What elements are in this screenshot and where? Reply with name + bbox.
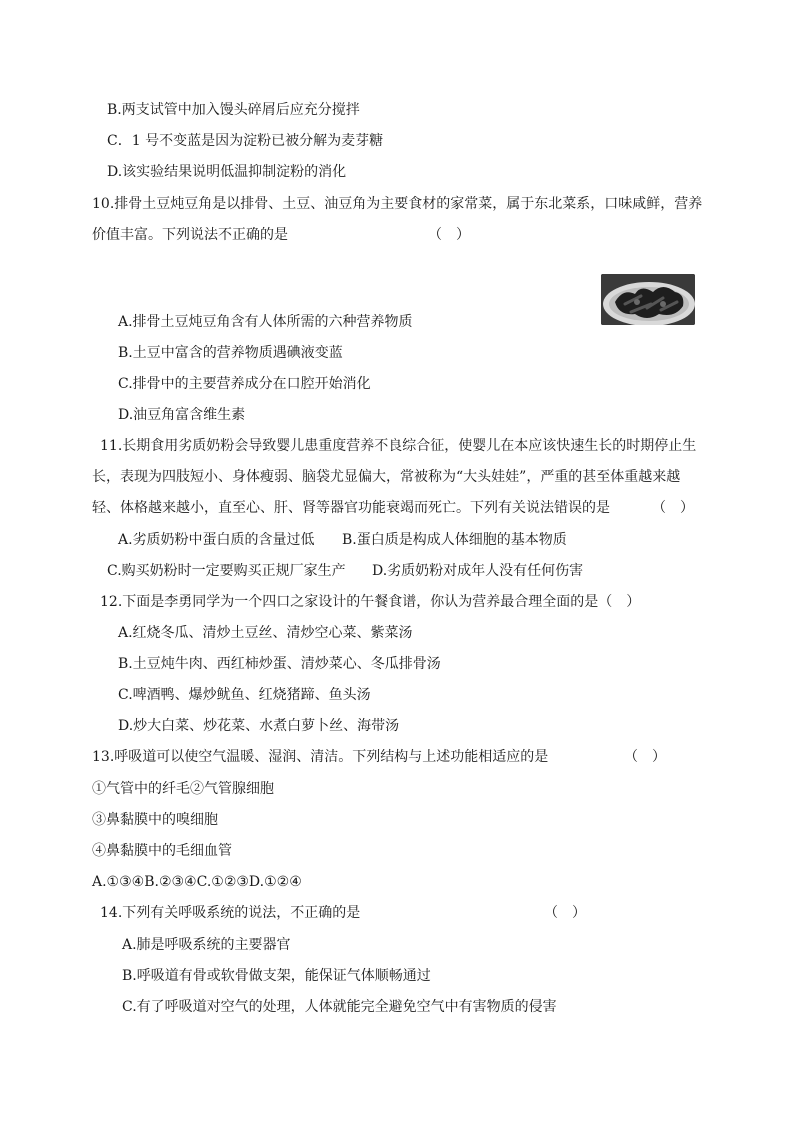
q12-option-c: C.啤酒鸭、爆炒鱿鱼、红烧猪蹄、鱼头汤 — [118, 687, 371, 703]
q11-stem-line1: 11.长期食用劣质奶粉会导致婴儿患重度营养不良综合征，使婴儿在本应该快速生长的时期停止生 — [100, 438, 697, 454]
q11-stem-line2: 长，表现为四肢短小、身体瘦弱、脑袋尤显偏大，常被称为“大头娃娃”，严重的甚至体重越来越 — [92, 469, 681, 485]
q11-option-c: C.购买奶粉时一定要购买正规厂家生产 — [107, 563, 346, 579]
q13-stem: 13.呼吸道可以使空气温暖、湿润、清洁。下列结构与上述功能相适应的是 — [92, 749, 549, 765]
q12-option-b: B.土豆炖牛肉、西红柿炒蛋、清炒菜心、冬瓜排骨汤 — [118, 656, 441, 672]
q10-answer-paren: （ ） — [428, 227, 470, 243]
q10-stem-line2: 价值丰富。下列说法不正确的是 — [92, 227, 288, 243]
q11-option-d: D.劣质奶粉对成年人没有任何伤害 — [372, 563, 584, 579]
q9-option-b: B.两支试管中加入馒头碎屑后应充分搅拌 — [107, 102, 360, 118]
q14-stem: 14.下列有关呼吸系统的说法，不正确的是 — [100, 905, 361, 921]
q12-option-a: A.红烧冬瓜、清炒土豆丝、清炒空心菜、紫菜汤 — [118, 625, 413, 641]
q9-option-d: D.该实验结果说明低温抑制淀粉的消化 — [107, 164, 347, 180]
q10-option-b: B.土豆中富含的营养物质遇碘液变蓝 — [118, 345, 343, 361]
q13-answer-paren: （ ） — [624, 749, 666, 765]
q13-item-4: ④鼻黏膜中的毛细血管 — [92, 843, 232, 859]
q14-option-a: A.肺是呼吸系统的主要器官 — [122, 937, 291, 953]
food-photo-icon — [601, 274, 695, 325]
q11-option-b: B.蛋白质是构成人体细胞的基本物质 — [342, 532, 567, 548]
q13-item-3: ③鼻黏膜中的嗅细胞 — [92, 812, 218, 828]
q10-option-c: C.排骨中的主要营养成分在口腔开始消化 — [118, 376, 371, 392]
q12-stem: 12.下面是李勇同学为一个四口之家设计的午餐食谱，你认为营养最合理全面的是（ ） — [100, 594, 641, 610]
q10-option-a: A.排骨土豆炖豆角含有人体所需的六种营养物质 — [118, 314, 413, 330]
q11-option-a: A.劣质奶粉中蛋白质的含量过低 — [118, 532, 315, 548]
q10-option-d: D.油豆角富含维生素 — [118, 407, 246, 423]
q14-option-b: B.呼吸道有骨或软骨做支架，能保证气体顺畅通过 — [122, 968, 431, 984]
q13-item-1-2: ①气管中的纤毛②气管腺细胞 — [92, 781, 274, 797]
q11-answer-paren: （ ） — [652, 500, 694, 516]
q14-answer-paren: （ ） — [544, 905, 586, 921]
q11-stem-line3: 轻、体格越来越小，直至心、肝、肾等器官功能衰竭而死亡。下列有关说法错误的是 — [92, 500, 610, 516]
q14-option-c: C.有了呼吸道对空气的处理，人体就能完全避免空气中有害物质的侵害 — [122, 999, 557, 1015]
q9-option-c: C．1 号不变蓝是因为淀粉已被分解为麦芽糖 — [107, 133, 384, 149]
q12-option-d: D.炒大白菜、炒花菜、水煮白萝卜丝、海带汤 — [118, 718, 400, 734]
q10-stem-line1: 10.排骨土豆炖豆角是以排骨、土豆、油豆角为主要食材的家常菜，属于东北菜系，口味咸鲜，营养 — [92, 196, 703, 212]
q13-options: A.①③④B.②③④C.①②③D.①②④ — [92, 874, 302, 890]
